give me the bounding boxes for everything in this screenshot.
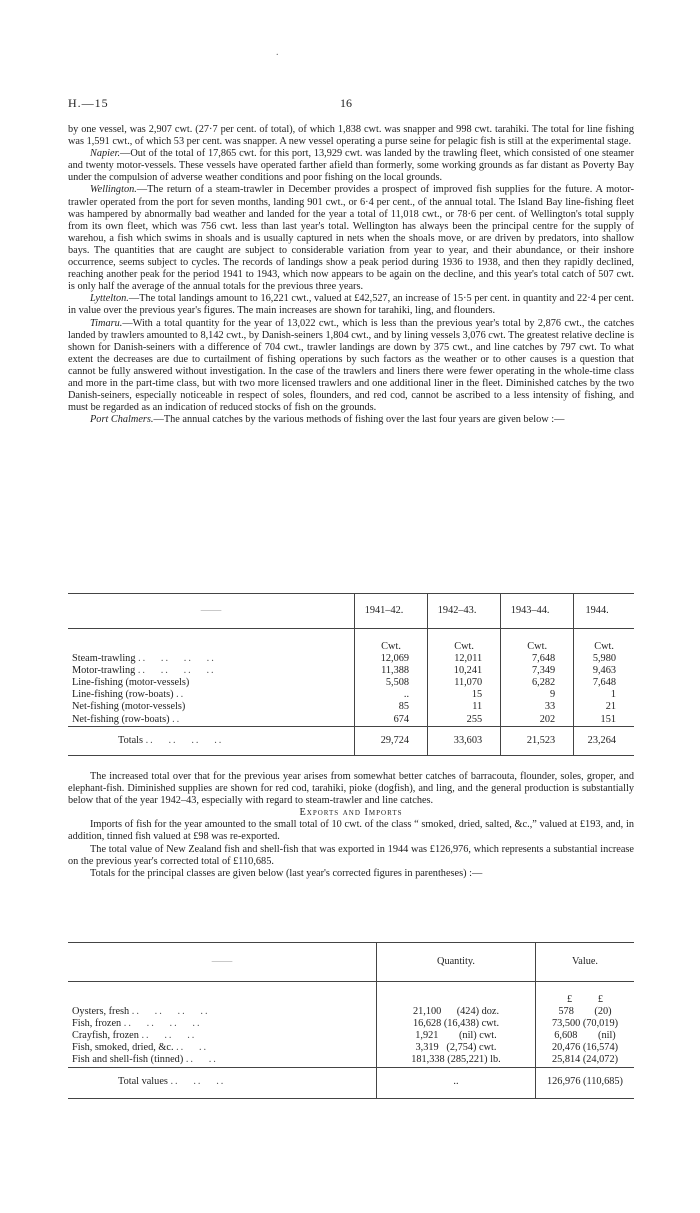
table-cell: 11,070 — [428, 677, 501, 689]
paragraph-totals-intro: Totals for the principal classes are given below (last year's corrected figures in parentheses) :— — [90, 867, 483, 879]
table-cell: 9,463 — [574, 665, 634, 677]
exports-table — [68, 942, 634, 1099]
table-row: Fish, smoked, dried, &c. .. .. 3,319 (2,754) cwt. 20,476 (16,574) — [68, 1042, 634, 1054]
table-row: Net-fishing (row-boats) .. 674 255 202 151 — [68, 714, 634, 727]
unit-label: Cwt. — [428, 629, 501, 654]
column-header-quantity: Quantity. — [377, 943, 536, 982]
table-cell: 578 (20) — [536, 1006, 635, 1018]
exports-section-text — [68, 771, 634, 880]
units-row — [68, 629, 634, 654]
paragraph-port-chalmers: Port Chalmers.—The annual catches by the various methods of fishing over the last four years are given below :— — [90, 414, 565, 426]
table-cell: 20,476 (16,574) — [536, 1042, 635, 1054]
table-header-row — [68, 594, 634, 629]
table-row — [68, 701, 634, 713]
paragraph-increase: The increased total over that for the previous year arises from somewhat better catches of barracouta, flounder, soles, groper, and elephant-fish. Diminished supplies are shown for red cod, tarahiki, pioke (dogfish), and ling, and the general production is substantially below that of the year 1942–43, especially with regard to steam-trawler and line catches. — [68, 771, 634, 807]
totals-label: Totals — [118, 734, 144, 746]
table-cell: 9 — [501, 689, 574, 701]
column-header: 1944. — [574, 594, 634, 629]
units-row — [68, 982, 634, 1007]
document-reference: H.—15 — [68, 96, 109, 110]
paragraph-napier: Napier.—Out of the total of 17,865 cwt. for this port, 13,929 cwt. was landed by the trawling fleet, which consisted of one steamer and twenty motor-vessels. These vessels have operated farther afield than formerly, some working grounds as far distant as Poverty Bay under the compulsion of adverse weather conditions and poor fishing on the local grounds. — [68, 148, 634, 184]
table-cell: 1 — [574, 689, 634, 701]
table-cell: 151 — [574, 714, 634, 727]
totals-row: Total values .. .. .. .. 126,976 (110,685) — [68, 1067, 634, 1098]
page-header — [68, 96, 634, 110]
unit-label: £ £ — [536, 982, 635, 1007]
table-cell: 3,319 (2,754) cwt. — [377, 1042, 536, 1054]
paragraph-imports: Imports of fish for the year amounted to the small total of 10 cwt. of the class “ smoked, dried, salted, &c.,” valued at £193, and, in addition, tinned fish valued at £98 was re-exported. — [68, 819, 634, 843]
row-label: Line-fishing (motor-vessels) — [72, 677, 190, 689]
column-header-value: Value. — [536, 943, 635, 982]
totals-row: Totals .. .. .. .. 29,724 33,603 21,523 23,264 — [68, 726, 634, 755]
column-header: 1942–43. — [428, 594, 501, 629]
row-label: Fish and shell-fish (tinned) — [72, 1054, 184, 1066]
table-cell: 1,921 (nil) cwt. — [377, 1030, 536, 1042]
table-cell: 12,069 — [355, 653, 428, 665]
table-cell: 12,011 — [428, 653, 501, 665]
paragraph-lyttelton: Lyttelton.—The total landings amount to 16,221 cwt., valued at £42,527, an increase of 15·5 per cent. in quantity and 22·4 per cent. in value over the previous year's figures. The main increases are shown for tarahiki, ling, and flounders. — [68, 293, 634, 317]
table-cell: 7,349 — [501, 665, 574, 677]
table-cell: 73,500 (70,019) — [536, 1018, 635, 1030]
table-cell: 11 — [428, 701, 501, 713]
section-title: Exports and Imports — [299, 807, 403, 819]
table-cell: 85 — [355, 701, 428, 713]
table-row: Steam-trawling .. .. .. .. 12,069 12,011 7,648 5,980 — [68, 653, 634, 665]
table-cell: 5,508 — [355, 677, 428, 689]
paragraph-timaru: Timaru.—With a total quantity for the year of 13,022 cwt., which is less than the previous year's total by 2,876 cwt., the catches landed by trawlers amounted to 8,142 cwt., by Danish-seiners 1,804 cwt., and by lining vessels 3,076 cwt. The greatest relative decline is shown for Danish-seiners with a difference of 704 cwt., trawler landings are down by 375 cwt., and line catches by 797 cwt. To what extent the decreases are due to curtailment of fishing operations by such factors as the weather or to other causes is a question that cannot be fully answered without investigation. In the case of the trawlers and liners there were fewer operating in the whole-time class and more in the part-time class, but with two more licensed trawlers and one additional liner in the fleet. Diminished catches by the two Danish-seiners, especially noticeable in respect of soles, flounders, and red cod, cannot be ascribed to a less intensity of fishing, and must be regarded as an indication of reduced stocks of fish on the grounds. — [68, 317, 634, 414]
table-cell: 255 — [428, 714, 501, 727]
total-quantity: .. — [377, 1067, 536, 1098]
table-cell: 181,338 (285,221) lb. — [377, 1054, 536, 1067]
table-header-row — [68, 943, 634, 982]
total-cell: 23,264 — [574, 726, 634, 755]
row-label: Line-fishing (row-boats) — [72, 689, 174, 701]
page-mark: . — [276, 47, 279, 58]
table-cell: .. — [355, 689, 428, 701]
total-cell: 29,724 — [355, 726, 428, 755]
table-cell: 15 — [428, 689, 501, 701]
table-row: Oysters, fresh .. .. .. .. 21,100 (424) doz. 578 (20) — [68, 1006, 634, 1018]
row-label: Motor-trawling — [72, 665, 136, 677]
page-number: 16 — [340, 96, 352, 110]
table-row: Motor-trawling .. .. .. .. 11,388 10,241 7,349 9,463 — [68, 665, 634, 677]
table-cell: 5,980 — [574, 653, 634, 665]
paragraph-wellington: Wellington.—The return of a steam-trawler in December provides a prospect of improved fish supplies for the future. A motor-trawler operated from the port for seven months, landing 901 cwt., or 6·4 per cent., of the annual total. The Island Bay line-fishing fleet was hampered by abnormally bad weather and landed for the year a total of 11,018 cwt., or 78·6 per cent. of Wellington's total supply from its own fleet, which was 756 cwt. less than last year's total. Wellington has always been the principal centre for the supply of warehou, a fish which swims in shoals and is usually captured in nets when the shoals move, or are driven by predators, into shallow bays. The quantities that are caught are subject to considerable variation from year to year, and their abundance, or their inshore occurrence, seems subject to cycles. The records of landings show a peak period during 1936 to 1938, and then they rapidly declined, reaching another peak for the period 1941 to 1943, which now appears to be again on the decline, and this year's total catch of 507 cwt. is only half the average of the annual totals for the previous three years. — [68, 184, 634, 293]
table-cell: 10,241 — [428, 665, 501, 677]
unit-label: Cwt. — [574, 629, 634, 654]
table-cell: 21 — [574, 701, 634, 713]
table-row — [68, 677, 634, 689]
table-cell: 33 — [501, 701, 574, 713]
unit-label: Cwt. — [501, 629, 574, 654]
table-cell: 7,648 — [574, 677, 634, 689]
table-row: Fish, frozen .. .. .. .. 16,628 (16,438) cwt. 73,500 (70,019) — [68, 1018, 634, 1030]
table-cell: 21,100 (424) doz. — [377, 1006, 536, 1018]
fishing-methods-table — [68, 593, 634, 756]
column-header: 1943–44. — [501, 594, 574, 629]
total-cell: 33,603 — [428, 726, 501, 755]
table-cell: 11,388 — [355, 665, 428, 677]
body-text — [68, 124, 634, 426]
row-label: Fish, frozen — [72, 1018, 122, 1030]
row-label: Fish, smoked, dried, &c. — [72, 1042, 174, 1054]
totals-label: Total values — [118, 1075, 168, 1087]
paragraph-export-total: The total value of New Zealand fish and shell-fish that was exported in 1944 was £126,976, which represents a substantial increase on the previous year's corrected total of £110,685. — [68, 843, 634, 867]
table-cell: 25,814 (24,072) — [536, 1054, 635, 1067]
table-cell: 7,648 — [501, 653, 574, 665]
row-label: Net-fishing (row-boats) — [72, 713, 170, 725]
unit-label: Cwt. — [355, 629, 428, 654]
table-row: Fish and shell-fish (tinned) .. .. 181,338 (285,221) lb. 25,814 (24,072) — [68, 1054, 634, 1067]
table-corner: —— — [68, 943, 377, 982]
table-cell: 202 — [501, 714, 574, 727]
row-label: Steam-trawling — [72, 653, 136, 665]
total-value: 126,976 (110,685) — [536, 1067, 635, 1098]
total-cell: 21,523 — [501, 726, 574, 755]
table-cell: 16,628 (16,438) cwt. — [377, 1018, 536, 1030]
row-label: Crayfish, frozen — [72, 1030, 139, 1042]
table-row: Line-fishing (row-boats) .. .. 15 9 1 — [68, 689, 634, 701]
paragraph-intro: by one vessel, was 2,907 cwt. (27·7 per cent. of total), of which 1,838 cwt. was snapper and 998 cwt. tarahiki. The total for line fishing was 1,591 cwt., of which 53 per cent. was snapper. A new vessel operating a purse seine for pelagic fish is still at the experimental stage. — [68, 124, 634, 148]
table-cell: 6,608 (nil) — [536, 1030, 635, 1042]
column-header: 1941–42. — [355, 594, 428, 629]
table-row: Crayfish, frozen .. .. .. 1,921 (nil) cwt. 6,608 (nil) — [68, 1030, 634, 1042]
row-label: Oysters, fresh — [72, 1006, 130, 1018]
table-corner: —— — [68, 594, 355, 629]
table-cell: 6,282 — [501, 677, 574, 689]
row-label: Net-fishing (motor-vessels) — [72, 701, 186, 713]
table-cell: 674 — [355, 714, 428, 727]
